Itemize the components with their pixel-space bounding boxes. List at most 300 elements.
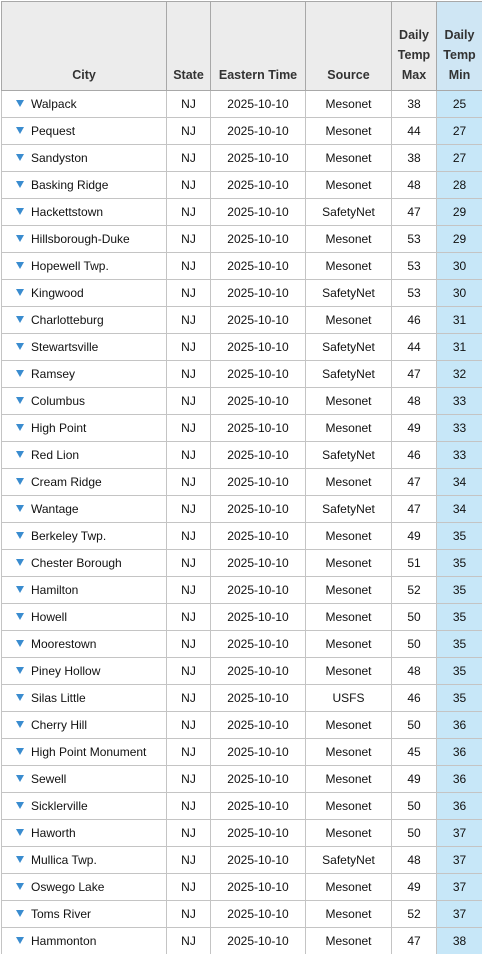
- cell-source: Mesonet: [306, 631, 392, 658]
- table-row[interactable]: [2, 739, 482, 766]
- cell-eastern-time: 2025-10-10: [211, 658, 306, 685]
- cell-source: Mesonet: [306, 577, 392, 604]
- cell-state: NJ: [167, 712, 211, 739]
- cell-state: NJ: [167, 307, 211, 334]
- cell-source: SafetyNet: [306, 334, 392, 361]
- cell-city[interactable]: [2, 820, 167, 847]
- triangle-down-icon[interactable]: [16, 316, 24, 323]
- table-row[interactable]: [2, 442, 482, 469]
- cell-city[interactable]: [2, 172, 167, 199]
- temperature-table: [1, 1, 482, 954]
- city-name: Sicklerville: [31, 799, 88, 813]
- cell-state: NJ: [167, 793, 211, 820]
- cell-city[interactable]: [2, 766, 167, 793]
- column-header-max-line2: Temp: [398, 48, 430, 62]
- city-name: Haworth: [31, 826, 76, 840]
- cell-daily-temp-max: 50: [392, 793, 437, 820]
- triangle-down-icon[interactable]: [16, 910, 24, 917]
- cell-daily-temp-min: 33: [437, 415, 482, 442]
- cell-daily-temp-min: 37: [437, 847, 482, 874]
- table-row[interactable]: [2, 469, 482, 496]
- cell-city[interactable]: [2, 658, 167, 685]
- table-row[interactable]: [2, 361, 482, 388]
- cell-source: SafetyNet: [306, 199, 392, 226]
- cell-eastern-time: 2025-10-10: [211, 145, 306, 172]
- cell-daily-temp-max: 53: [392, 253, 437, 280]
- triangle-down-icon[interactable]: [16, 937, 24, 944]
- cell-eastern-time: 2025-10-10: [211, 469, 306, 496]
- city-name: High Point Monument: [31, 745, 146, 759]
- triangle-down-icon[interactable]: [16, 208, 24, 215]
- triangle-down-icon[interactable]: [16, 667, 24, 674]
- table-row[interactable]: [2, 901, 482, 928]
- cell-source: Mesonet: [306, 415, 392, 442]
- cell-city[interactable]: [2, 361, 167, 388]
- cell-city[interactable]: [2, 91, 167, 118]
- cell-source: Mesonet: [306, 793, 392, 820]
- cell-daily-temp-max: 48: [392, 658, 437, 685]
- cell-daily-temp-max: 52: [392, 901, 437, 928]
- column-header-min-line1: Daily: [445, 28, 475, 42]
- table-row[interactable]: [2, 766, 482, 793]
- city-name: High Point: [31, 421, 86, 435]
- cell-daily-temp-max: 47: [392, 361, 437, 388]
- cell-state: NJ: [167, 334, 211, 361]
- table-row[interactable]: [2, 280, 482, 307]
- cell-source: SafetyNet: [306, 847, 392, 874]
- cell-daily-temp-min: 36: [437, 766, 482, 793]
- cell-source: Mesonet: [306, 928, 392, 954]
- cell-daily-temp-min: 35: [437, 604, 482, 631]
- cell-city[interactable]: [2, 145, 167, 172]
- cell-source: Mesonet: [306, 604, 392, 631]
- triangle-down-icon[interactable]: [16, 721, 24, 728]
- cell-daily-temp-max: 51: [392, 550, 437, 577]
- cell-eastern-time: 2025-10-10: [211, 307, 306, 334]
- cell-source: Mesonet: [306, 550, 392, 577]
- city-name: Chester Borough: [31, 556, 122, 570]
- city-name: Hammonton: [31, 934, 96, 948]
- city-name: Piney Hollow: [31, 664, 100, 678]
- cell-city[interactable]: [2, 307, 167, 334]
- cell-daily-temp-min: 27: [437, 118, 482, 145]
- table-row[interactable]: [2, 631, 482, 658]
- city-name: Cream Ridge: [31, 475, 102, 489]
- cell-eastern-time: 2025-10-10: [211, 334, 306, 361]
- cell-eastern-time: 2025-10-10: [211, 847, 306, 874]
- city-name: Hackettstown: [31, 205, 103, 219]
- cell-daily-temp-min: 31: [437, 334, 482, 361]
- column-header-min-line3: Min: [449, 68, 471, 82]
- cell-city[interactable]: [2, 253, 167, 280]
- table-row[interactable]: [2, 91, 482, 118]
- cell-daily-temp-min: 37: [437, 874, 482, 901]
- triangle-down-icon[interactable]: [16, 478, 24, 485]
- city-name: Howell: [31, 610, 67, 624]
- column-header-max-line1: Daily: [399, 28, 429, 42]
- cell-state: NJ: [167, 172, 211, 199]
- triangle-down-icon[interactable]: [16, 829, 24, 836]
- cell-daily-temp-max: 45: [392, 739, 437, 766]
- cell-city[interactable]: [2, 226, 167, 253]
- city-name: Oswego Lake: [31, 880, 104, 894]
- table-row[interactable]: [2, 118, 482, 145]
- cell-source: Mesonet: [306, 712, 392, 739]
- cell-source: Mesonet: [306, 523, 392, 550]
- cell-city[interactable]: [2, 334, 167, 361]
- cell-source: Mesonet: [306, 739, 392, 766]
- cell-daily-temp-min: 35: [437, 631, 482, 658]
- cell-state: NJ: [167, 361, 211, 388]
- cell-daily-temp-max: 38: [392, 91, 437, 118]
- cell-daily-temp-min: 35: [437, 685, 482, 712]
- triangle-down-icon[interactable]: [16, 181, 24, 188]
- cell-city[interactable]: [2, 415, 167, 442]
- cell-city[interactable]: [2, 874, 167, 901]
- table-row[interactable]: [2, 712, 482, 739]
- triangle-down-icon[interactable]: [16, 505, 24, 512]
- cell-daily-temp-min: 36: [437, 739, 482, 766]
- cell-daily-temp-max: 47: [392, 199, 437, 226]
- cell-daily-temp-min: 29: [437, 226, 482, 253]
- cell-state: NJ: [167, 388, 211, 415]
- cell-eastern-time: 2025-10-10: [211, 550, 306, 577]
- cell-source: Mesonet: [306, 820, 392, 847]
- cell-state: NJ: [167, 226, 211, 253]
- table-row[interactable]: [2, 199, 482, 226]
- cell-source: Mesonet: [306, 307, 392, 334]
- city-name: Charlotteburg: [31, 313, 104, 327]
- cell-state: NJ: [167, 199, 211, 226]
- table-row[interactable]: [2, 658, 482, 685]
- city-name: Moorestown: [31, 637, 96, 651]
- cell-state: NJ: [167, 847, 211, 874]
- city-name: Silas Little: [31, 691, 86, 705]
- cell-daily-temp-max: 44: [392, 334, 437, 361]
- cell-city[interactable]: [2, 928, 167, 954]
- cell-daily-temp-min: 30: [437, 280, 482, 307]
- triangle-down-icon[interactable]: [16, 586, 24, 593]
- cell-state: NJ: [167, 253, 211, 280]
- cell-source: SafetyNet: [306, 442, 392, 469]
- triangle-down-icon[interactable]: [16, 559, 24, 566]
- cell-source: Mesonet: [306, 226, 392, 253]
- cell-state: NJ: [167, 415, 211, 442]
- cell-state: NJ: [167, 91, 211, 118]
- cell-state: NJ: [167, 523, 211, 550]
- cell-city[interactable]: [2, 550, 167, 577]
- cell-city[interactable]: [2, 793, 167, 820]
- triangle-down-icon[interactable]: [16, 235, 24, 242]
- cell-state: NJ: [167, 658, 211, 685]
- cell-daily-temp-min: 37: [437, 901, 482, 928]
- cell-daily-temp-min: 33: [437, 388, 482, 415]
- cell-eastern-time: 2025-10-10: [211, 793, 306, 820]
- cell-source: Mesonet: [306, 145, 392, 172]
- triangle-down-icon[interactable]: [16, 127, 24, 134]
- city-name: Hillsborough-Duke: [31, 232, 130, 246]
- table-row[interactable]: [2, 847, 482, 874]
- cell-eastern-time: 2025-10-10: [211, 631, 306, 658]
- cell-eastern-time: 2025-10-10: [211, 280, 306, 307]
- cell-eastern-time: 2025-10-10: [211, 874, 306, 901]
- cell-state: NJ: [167, 631, 211, 658]
- triangle-down-icon[interactable]: [16, 640, 24, 647]
- triangle-down-icon[interactable]: [16, 154, 24, 161]
- cell-eastern-time: 2025-10-10: [211, 928, 306, 954]
- cell-city[interactable]: [2, 847, 167, 874]
- cell-daily-temp-max: 46: [392, 307, 437, 334]
- cell-eastern-time: 2025-10-10: [211, 118, 306, 145]
- table-row[interactable]: [2, 388, 482, 415]
- table-row[interactable]: [2, 928, 482, 954]
- city-name: Wantage: [31, 502, 79, 516]
- cell-daily-temp-min: 38: [437, 928, 482, 954]
- cell-daily-temp-min: 31: [437, 307, 482, 334]
- cell-city[interactable]: [2, 712, 167, 739]
- column-header-eastern-time[interactable]: [211, 2, 306, 91]
- cell-daily-temp-min: 32: [437, 361, 482, 388]
- cell-state: NJ: [167, 496, 211, 523]
- column-header-source[interactable]: [306, 2, 392, 91]
- triangle-down-icon[interactable]: [16, 748, 24, 755]
- cell-daily-temp-min: 28: [437, 172, 482, 199]
- triangle-down-icon[interactable]: [16, 100, 24, 107]
- table-row[interactable]: [2, 604, 482, 631]
- city-name: Columbus: [31, 394, 85, 408]
- triangle-down-icon[interactable]: [16, 856, 24, 863]
- cell-city[interactable]: [2, 739, 167, 766]
- cell-daily-temp-min: 35: [437, 577, 482, 604]
- cell-city[interactable]: [2, 280, 167, 307]
- cell-city[interactable]: [2, 199, 167, 226]
- table-row[interactable]: [2, 577, 482, 604]
- cell-eastern-time: 2025-10-10: [211, 712, 306, 739]
- cell-daily-temp-max: 49: [392, 874, 437, 901]
- cell-city[interactable]: [2, 442, 167, 469]
- city-name: Kingwood: [31, 286, 84, 300]
- cell-daily-temp-min: 29: [437, 199, 482, 226]
- cell-daily-temp-max: 50: [392, 712, 437, 739]
- cell-eastern-time: 2025-10-10: [211, 415, 306, 442]
- cell-eastern-time: 2025-10-10: [211, 361, 306, 388]
- cell-state: NJ: [167, 550, 211, 577]
- column-header-city-label: City: [72, 68, 96, 82]
- city-name: Hopewell Twp.: [31, 259, 109, 273]
- cell-city[interactable]: [2, 388, 167, 415]
- cell-source: Mesonet: [306, 901, 392, 928]
- cell-eastern-time: 2025-10-10: [211, 199, 306, 226]
- cell-eastern-time: 2025-10-10: [211, 172, 306, 199]
- city-name: Ramsey: [31, 367, 75, 381]
- cell-state: NJ: [167, 739, 211, 766]
- city-name: Sewell: [31, 772, 66, 786]
- table-row[interactable]: [2, 145, 482, 172]
- triangle-down-icon[interactable]: [16, 370, 24, 377]
- cell-eastern-time: 2025-10-10: [211, 820, 306, 847]
- cell-state: NJ: [167, 604, 211, 631]
- triangle-down-icon[interactable]: [16, 613, 24, 620]
- cell-daily-temp-min: 35: [437, 523, 482, 550]
- cell-city[interactable]: [2, 118, 167, 145]
- cell-source: Mesonet: [306, 388, 392, 415]
- cell-daily-temp-max: 44: [392, 118, 437, 145]
- cell-daily-temp-min: 25: [437, 91, 482, 118]
- triangle-down-icon[interactable]: [16, 883, 24, 890]
- cell-city[interactable]: [2, 901, 167, 928]
- cell-daily-temp-max: 53: [392, 226, 437, 253]
- triangle-down-icon[interactable]: [16, 424, 24, 431]
- cell-city[interactable]: [2, 577, 167, 604]
- cell-daily-temp-max: 47: [392, 469, 437, 496]
- column-header-city[interactable]: [2, 2, 167, 91]
- cell-city[interactable]: [2, 604, 167, 631]
- cell-city[interactable]: [2, 523, 167, 550]
- cell-eastern-time: 2025-10-10: [211, 685, 306, 712]
- city-name: Mullica Twp.: [31, 853, 97, 867]
- cell-state: NJ: [167, 469, 211, 496]
- cell-daily-temp-max: 50: [392, 820, 437, 847]
- cell-eastern-time: 2025-10-10: [211, 739, 306, 766]
- cell-source: Mesonet: [306, 658, 392, 685]
- table-row[interactable]: [2, 172, 482, 199]
- cell-daily-temp-max: 48: [392, 847, 437, 874]
- cell-daily-temp-max: 38: [392, 145, 437, 172]
- table-row[interactable]: [2, 793, 482, 820]
- cell-daily-temp-min: 34: [437, 496, 482, 523]
- city-name: Red Lion: [31, 448, 79, 462]
- cell-daily-temp-min: 37: [437, 820, 482, 847]
- triangle-down-icon[interactable]: [16, 775, 24, 782]
- cell-source: Mesonet: [306, 91, 392, 118]
- cell-daily-temp-max: 49: [392, 415, 437, 442]
- cell-source: SafetyNet: [306, 361, 392, 388]
- triangle-down-icon[interactable]: [16, 802, 24, 809]
- cell-daily-temp-max: 48: [392, 172, 437, 199]
- column-header-state-label: State: [173, 68, 204, 82]
- table-body: [2, 91, 482, 954]
- column-header-daily-temp-min[interactable]: [437, 2, 482, 91]
- cell-eastern-time: 2025-10-10: [211, 388, 306, 415]
- table-row[interactable]: [2, 685, 482, 712]
- city-name: Walpack: [31, 97, 77, 111]
- column-header-eastern-time-label: Eastern Time: [219, 68, 297, 82]
- cell-daily-temp-max: 46: [392, 442, 437, 469]
- cell-state: NJ: [167, 577, 211, 604]
- table-row[interactable]: [2, 226, 482, 253]
- cell-eastern-time: 2025-10-10: [211, 901, 306, 928]
- column-header-daily-temp-max[interactable]: [392, 2, 437, 91]
- city-name: Cherry Hill: [31, 718, 87, 732]
- cell-city[interactable]: [2, 685, 167, 712]
- cell-daily-temp-max: 53: [392, 280, 437, 307]
- table-row[interactable]: [2, 307, 482, 334]
- cell-source: Mesonet: [306, 469, 392, 496]
- column-header-state[interactable]: [167, 2, 211, 91]
- column-header-min-line2: Temp: [443, 48, 475, 62]
- city-name: Basking Ridge: [31, 178, 108, 192]
- cell-daily-temp-min: 36: [437, 712, 482, 739]
- cell-daily-temp-min: 33: [437, 442, 482, 469]
- cell-state: NJ: [167, 766, 211, 793]
- cell-source: SafetyNet: [306, 280, 392, 307]
- table-row[interactable]: [2, 523, 482, 550]
- cell-state: NJ: [167, 145, 211, 172]
- triangle-down-icon[interactable]: [16, 343, 24, 350]
- city-name: Pequest: [31, 124, 75, 138]
- city-name: Hamilton: [31, 583, 78, 597]
- table-row[interactable]: [2, 820, 482, 847]
- cell-source: Mesonet: [306, 253, 392, 280]
- cell-state: NJ: [167, 820, 211, 847]
- cell-daily-temp-max: 47: [392, 928, 437, 954]
- cell-state: NJ: [167, 685, 211, 712]
- cell-eastern-time: 2025-10-10: [211, 496, 306, 523]
- cell-city[interactable]: [2, 631, 167, 658]
- cell-source: Mesonet: [306, 766, 392, 793]
- triangle-down-icon[interactable]: [16, 694, 24, 701]
- cell-eastern-time: 2025-10-10: [211, 253, 306, 280]
- column-header-source-label: Source: [327, 68, 369, 82]
- cell-eastern-time: 2025-10-10: [211, 604, 306, 631]
- cell-daily-temp-min: 34: [437, 469, 482, 496]
- cell-state: NJ: [167, 928, 211, 954]
- table-row[interactable]: [2, 253, 482, 280]
- cell-daily-temp-max: 47: [392, 496, 437, 523]
- triangle-down-icon[interactable]: [16, 532, 24, 539]
- cell-daily-temp-max: 50: [392, 604, 437, 631]
- cell-state: NJ: [167, 901, 211, 928]
- table-row[interactable]: [2, 874, 482, 901]
- table-row[interactable]: [2, 496, 482, 523]
- cell-city[interactable]: [2, 496, 167, 523]
- city-name: Berkeley Twp.: [31, 529, 106, 543]
- cell-state: NJ: [167, 442, 211, 469]
- table-row[interactable]: [2, 415, 482, 442]
- header-row: [2, 2, 482, 91]
- triangle-down-icon[interactable]: [16, 451, 24, 458]
- triangle-down-icon[interactable]: [16, 289, 24, 296]
- cell-daily-temp-max: 49: [392, 523, 437, 550]
- cell-daily-temp-max: 49: [392, 766, 437, 793]
- cell-eastern-time: 2025-10-10: [211, 91, 306, 118]
- city-name: Stewartsville: [31, 340, 98, 354]
- cell-city[interactable]: [2, 469, 167, 496]
- cell-source: Mesonet: [306, 118, 392, 145]
- column-header-max-line3: Max: [402, 68, 426, 82]
- cell-state: NJ: [167, 874, 211, 901]
- cell-eastern-time: 2025-10-10: [211, 442, 306, 469]
- cell-daily-temp-max: 46: [392, 685, 437, 712]
- cell-eastern-time: 2025-10-10: [211, 766, 306, 793]
- cell-source: Mesonet: [306, 172, 392, 199]
- cell-state: NJ: [167, 280, 211, 307]
- triangle-down-icon[interactable]: [16, 262, 24, 269]
- cell-daily-temp-max: 50: [392, 631, 437, 658]
- cell-daily-temp-min: 30: [437, 253, 482, 280]
- table-row[interactable]: [2, 550, 482, 577]
- cell-source: USFS: [306, 685, 392, 712]
- cell-daily-temp-min: 35: [437, 658, 482, 685]
- cell-eastern-time: 2025-10-10: [211, 577, 306, 604]
- triangle-down-icon[interactable]: [16, 397, 24, 404]
- city-name: Sandyston: [31, 151, 88, 165]
- cell-source: SafetyNet: [306, 496, 392, 523]
- cell-eastern-time: 2025-10-10: [211, 226, 306, 253]
- table-row[interactable]: [2, 334, 482, 361]
- cell-daily-temp-min: 35: [437, 550, 482, 577]
- cell-daily-temp-min: 36: [437, 793, 482, 820]
